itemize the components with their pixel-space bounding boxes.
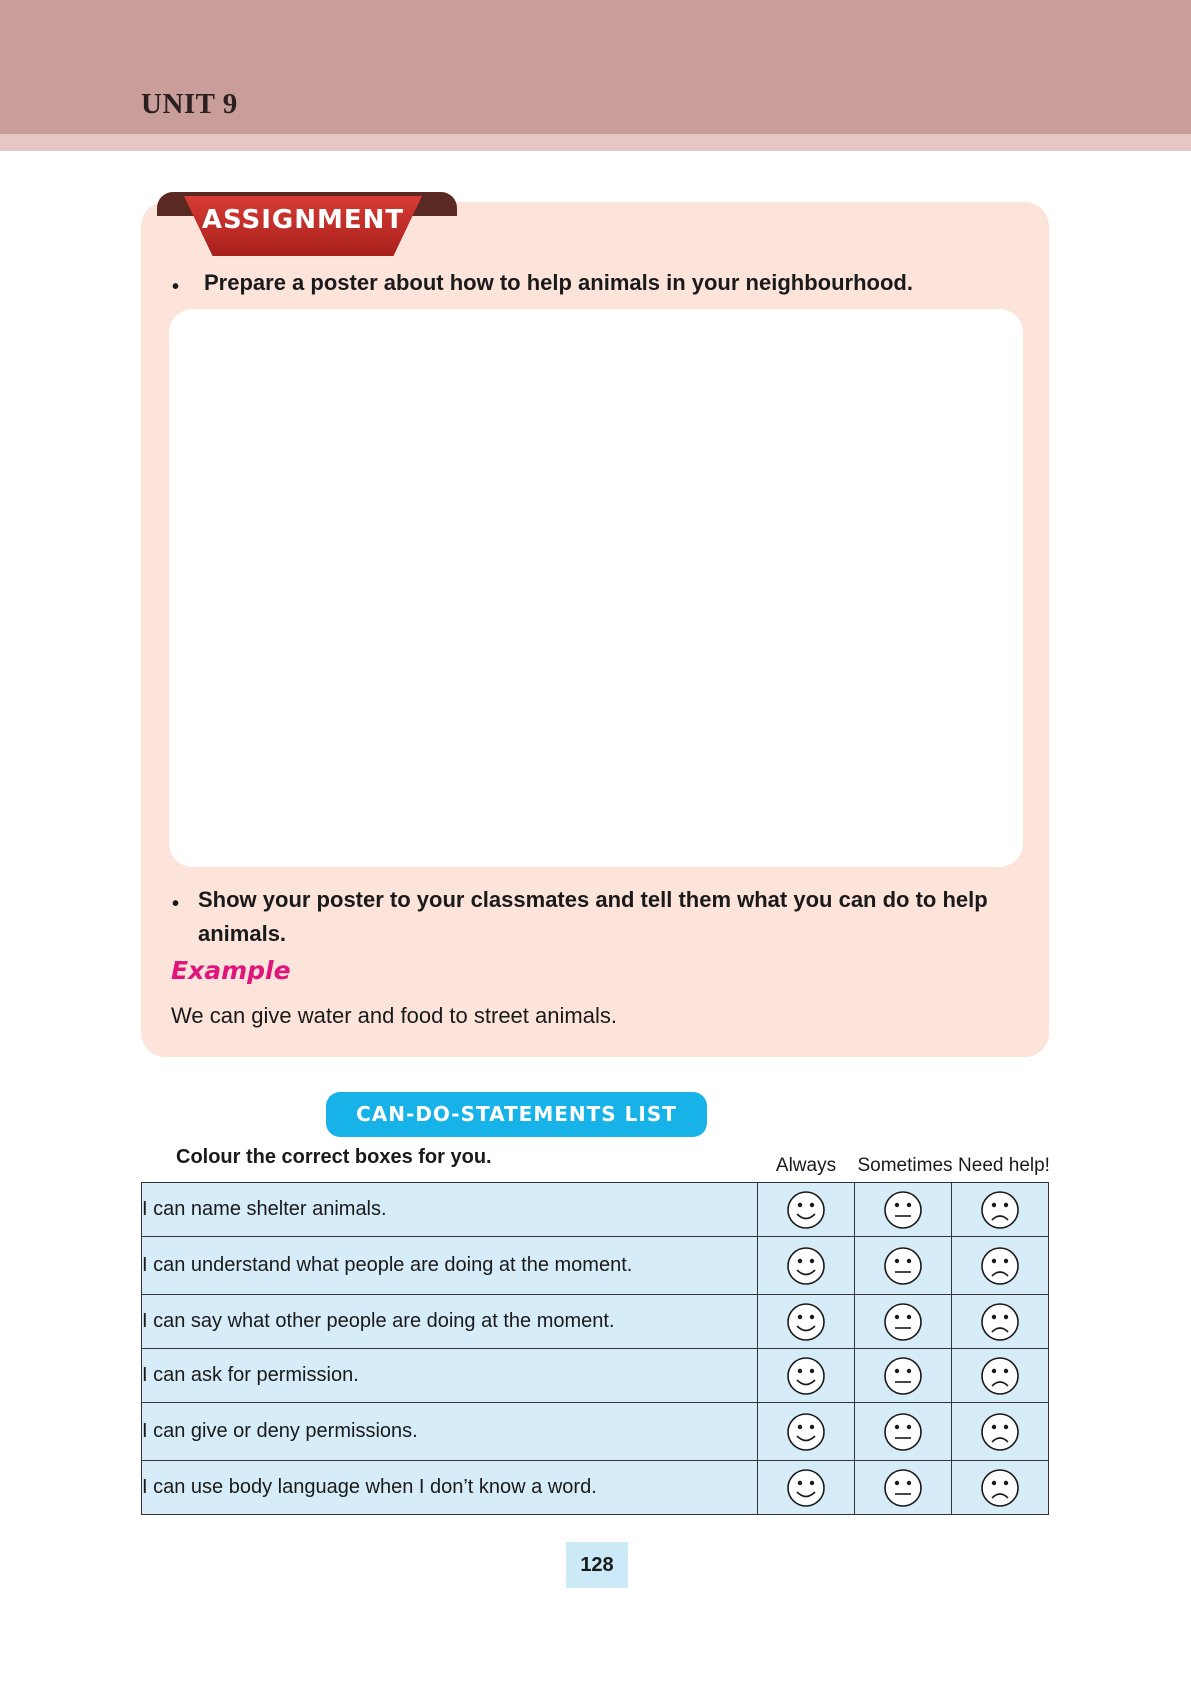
can-do-statement: I can give or deny permissions. <box>142 1403 758 1461</box>
can-do-statement: I can say what other people are doing at the moment. <box>142 1295 758 1349</box>
rating-box-sometimes[interactable] <box>855 1461 952 1515</box>
can-do-statement: I can name shelter animals. <box>142 1183 758 1237</box>
sad-face-icon <box>980 1246 1020 1286</box>
poster-drawing-area[interactable] <box>169 309 1023 867</box>
happy-face-icon <box>786 1356 826 1396</box>
rating-box-sometimes[interactable] <box>855 1403 952 1461</box>
rating-box-always[interactable] <box>758 1461 855 1515</box>
rating-box-need-help[interactable] <box>952 1237 1049 1295</box>
happy-face-icon <box>786 1468 826 1508</box>
neutral-face-icon <box>883 1302 923 1342</box>
neutral-face-icon <box>883 1246 923 1286</box>
assignment-bullet-2-line-1: Show your poster to your classmates and tell them what you can do to help <box>198 887 988 912</box>
column-header-always: Always <box>775 1155 837 1176</box>
sad-face-icon <box>980 1468 1020 1508</box>
can-do-statement: I can understand what people are doing at the moment. <box>142 1237 758 1295</box>
rating-box-always[interactable] <box>758 1183 855 1237</box>
rating-box-always[interactable] <box>758 1295 855 1349</box>
happy-face-icon <box>786 1190 826 1230</box>
happy-face-icon <box>786 1246 826 1286</box>
rating-box-need-help[interactable] <box>952 1349 1049 1403</box>
neutral-face-icon <box>883 1356 923 1396</box>
rating-box-sometimes[interactable] <box>855 1237 952 1295</box>
sad-face-icon <box>980 1412 1020 1452</box>
can-do-statement: I can ask for permission. <box>142 1349 758 1403</box>
can-do-statement: I can use body language when I don’t know a word. <box>142 1461 758 1515</box>
page-number: 128 <box>566 1542 628 1588</box>
neutral-face-icon <box>883 1468 923 1508</box>
assignment-bullet-1: Prepare a poster about how to help animals in your neighbourhood. <box>204 270 913 295</box>
example-heading: Example <box>171 956 291 985</box>
can-do-list-title: CAN-DO-STATEMENTS LIST <box>326 1092 707 1137</box>
rating-box-always[interactable] <box>758 1349 855 1403</box>
rating-box-sometimes[interactable] <box>855 1349 952 1403</box>
rating-box-sometimes[interactable] <box>855 1183 952 1237</box>
neutral-face-icon <box>883 1412 923 1452</box>
bullet-dot-icon: • <box>172 276 180 298</box>
column-header-need-help: Need help! <box>958 1155 1050 1176</box>
can-do-row <box>142 1295 1049 1349</box>
sad-face-icon <box>980 1356 1020 1396</box>
column-header-sometimes: Sometimes <box>857 1155 953 1176</box>
can-do-row <box>142 1403 1049 1461</box>
happy-face-icon <box>786 1302 826 1342</box>
rating-box-need-help[interactable] <box>952 1295 1049 1349</box>
can-do-table <box>141 1182 1049 1515</box>
bullet-dot-icon: • <box>172 893 180 915</box>
assignment-bullet-2-line-2: animals. <box>198 921 287 946</box>
rating-box-need-help[interactable] <box>952 1183 1049 1237</box>
neutral-face-icon <box>883 1190 923 1230</box>
can-do-row <box>142 1461 1049 1515</box>
can-do-row <box>142 1237 1049 1295</box>
assignment-label: ASSIGNMENT <box>201 205 405 235</box>
header-strip <box>0 134 1191 151</box>
rating-box-need-help[interactable] <box>952 1403 1049 1461</box>
unit-title: UNIT 9 <box>141 88 238 120</box>
sad-face-icon <box>980 1190 1020 1230</box>
can-do-row <box>142 1183 1049 1237</box>
rating-box-always[interactable] <box>758 1237 855 1295</box>
rating-box-always[interactable] <box>758 1403 855 1461</box>
sad-face-icon <box>980 1302 1020 1342</box>
rating-box-sometimes[interactable] <box>855 1295 952 1349</box>
example-text: We can give water and food to street animals. <box>171 1003 617 1028</box>
can-do-row <box>142 1349 1049 1403</box>
rating-box-need-help[interactable] <box>952 1461 1049 1515</box>
happy-face-icon <box>786 1412 826 1452</box>
can-do-instruction: Colour the correct boxes for you. <box>176 1146 492 1168</box>
